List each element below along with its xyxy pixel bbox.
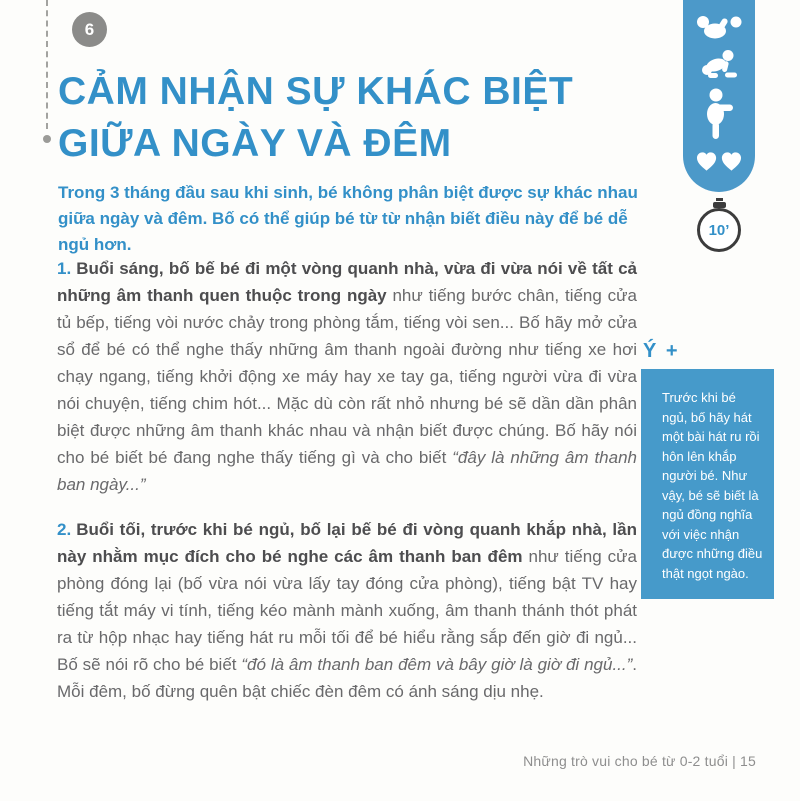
duration-label: 10’ (708, 221, 730, 239)
baby-crawling-icon (699, 49, 739, 79)
baby-lying-icon (696, 14, 742, 40)
step-1-quote: “đây là những âm thanh ban ngày...” (57, 448, 637, 494)
step-2-tail: . Mỗi đêm, bố đừng quên bật chiếc đèn đêm có ánh sáng dịu nhẹ. (57, 655, 638, 701)
step-1-number: 1. (57, 259, 72, 278)
step-1-paragraph (57, 255, 637, 498)
page-title (58, 66, 658, 170)
step-2-quote: “đó là âm thanh ban đêm và bây giờ là giờ đi ngủ...” (241, 655, 633, 674)
dashed-guide-dot (43, 135, 51, 143)
page-title-line2: GIỮA NGÀY VÀ ĐÊM (58, 122, 452, 165)
page-title-line1: CẢM NHẬN SỰ KHÁC BIỆT (58, 70, 574, 113)
step-2-lead: Buổi tối, trước khi bé ngủ, bố lại bế bé đi vòng quanh khắp nhà, lần này nhằm mục đích cho bé nghe các âm thanh ban đêm (57, 520, 637, 566)
tip-box (641, 369, 774, 599)
dashed-guide-line (46, 0, 48, 129)
toddler-standing-icon (702, 88, 736, 140)
tip-text: Trước khi bé ngủ, bố hãy hát một bài hát ru rồi hôn lên khắp người bé. Như vậy, bé sẽ biết là ngủ đồng nghĩa với việc nhận được những điều thật ngọt ngào. (662, 390, 763, 581)
activity-number: 6 (84, 19, 95, 39)
activity-icons-tab (683, 0, 755, 192)
step-1-body: như tiếng bước chân, tiếng cửa tủ bếp, tiếng vòi nước chảy trong phòng tắm, tiếng vòi sen... Bố hãy mở cửa sổ để bé có thể nghe thấy những âm thanh ngoài đường như tiếng xe hơi chạy ngang, tiếng khởi động xe máy hay xe tay ga, tiếng người vừa đi vừa nói chuyện, tiếng chim hót... Mặc dù còn rất nhỏ nhưng bé sẽ dần dần phân biệt được những âm thanh khác nhau và nhận biết được chúng. Bố hãy nói cho bé biết bé đang nghe thấy tiếng gì và cho biết (57, 286, 637, 467)
intro-paragraph: Trong 3 tháng đầu sau khi sinh, bé không phân biệt được sự khác nhau giữa ngày và đêm. Bố có thể giúp bé từ từ nhận biết điều này để bé dễ ngủ hơn. (58, 183, 638, 254)
timer-face (697, 208, 741, 252)
steps-container (57, 255, 637, 705)
activity-number-badge (72, 12, 107, 47)
tip-label: Ý + (643, 340, 680, 362)
timer-crown (716, 198, 723, 201)
step-1-lead: Buổi sáng, bố bế bé đi một vòng quanh nhà, vừa đi vừa nói về tất cả những âm thanh quen thuộc trong ngày (57, 259, 637, 305)
timer-icon (695, 198, 743, 252)
step-2-paragraph (57, 516, 637, 705)
step-2-body: như tiếng cửa phòng đóng lại (bố vừa nói vừa lấy tay đóng cửa phòng), tiếng bật TV hay tiếng tắt máy vi tính, tiếng kéo mành mành xuống, âm thanh thánh thót phát ra từ hộp nhạc hay tiếng hát ru mỗi tối để bé hiểu rằng sắp đến giờ đi ngủ... Bố sẽ nói rõ cho bé biết (57, 547, 637, 674)
hearts-icon (695, 149, 743, 172)
page-footer (523, 753, 756, 769)
footer-text: Những trò vui cho bé từ 0-2 tuổi | 15 (523, 753, 756, 769)
step-2-number: 2. (57, 520, 72, 539)
